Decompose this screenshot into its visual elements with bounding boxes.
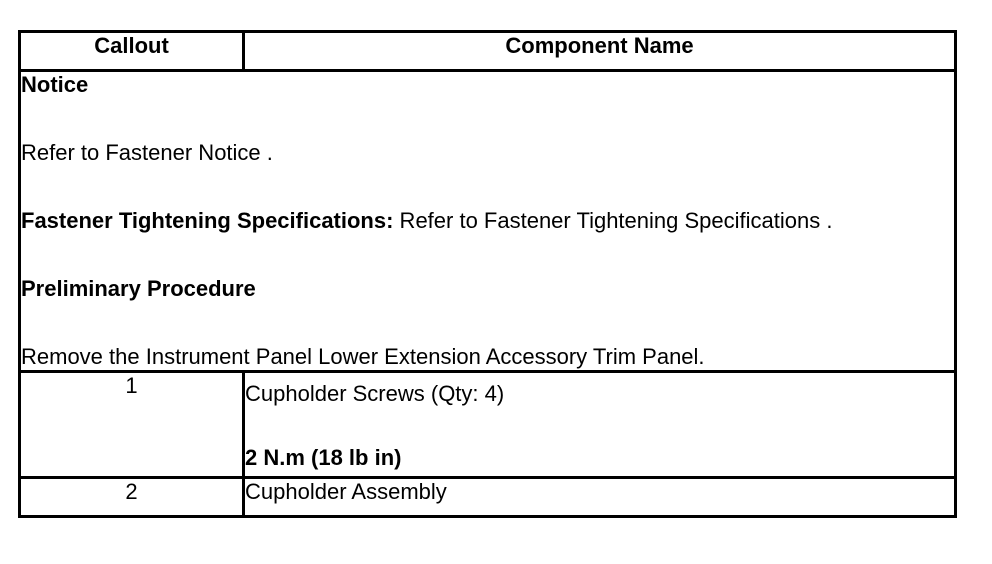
preliminary-procedure-heading: Preliminary Procedure	[21, 276, 256, 301]
component-table	[18, 30, 957, 518]
header-callout: Callout	[20, 32, 244, 71]
header-row	[20, 32, 956, 71]
torque-spec: 2 N.m (18 lb in)	[245, 445, 402, 470]
table-row	[20, 478, 956, 517]
notice-heading: Notice	[21, 72, 89, 97]
component-name: Cupholder Screws (Qty: 4)	[245, 381, 505, 406]
header-component-name: Component Name	[244, 32, 956, 71]
notice-cell	[20, 71, 956, 372]
table-row	[20, 372, 956, 478]
callout-number: 2	[20, 478, 244, 517]
component-name: Cupholder Assembly	[244, 478, 956, 517]
preliminary-procedure-text: Remove the Instrument Panel Lower Extension Accessory Trim Panel.	[21, 344, 705, 369]
notice-refer-text: Refer to Fastener Notice .	[21, 140, 273, 165]
callout-number: 1	[20, 372, 244, 478]
notice-row	[20, 71, 956, 372]
fastener-spec-text: Refer to Fastener Tightening Specifications .	[393, 208, 833, 233]
component-cell	[244, 372, 956, 478]
fastener-spec-line	[21, 208, 954, 234]
fastener-spec-label: Fastener Tightening Specifications:	[21, 208, 394, 233]
